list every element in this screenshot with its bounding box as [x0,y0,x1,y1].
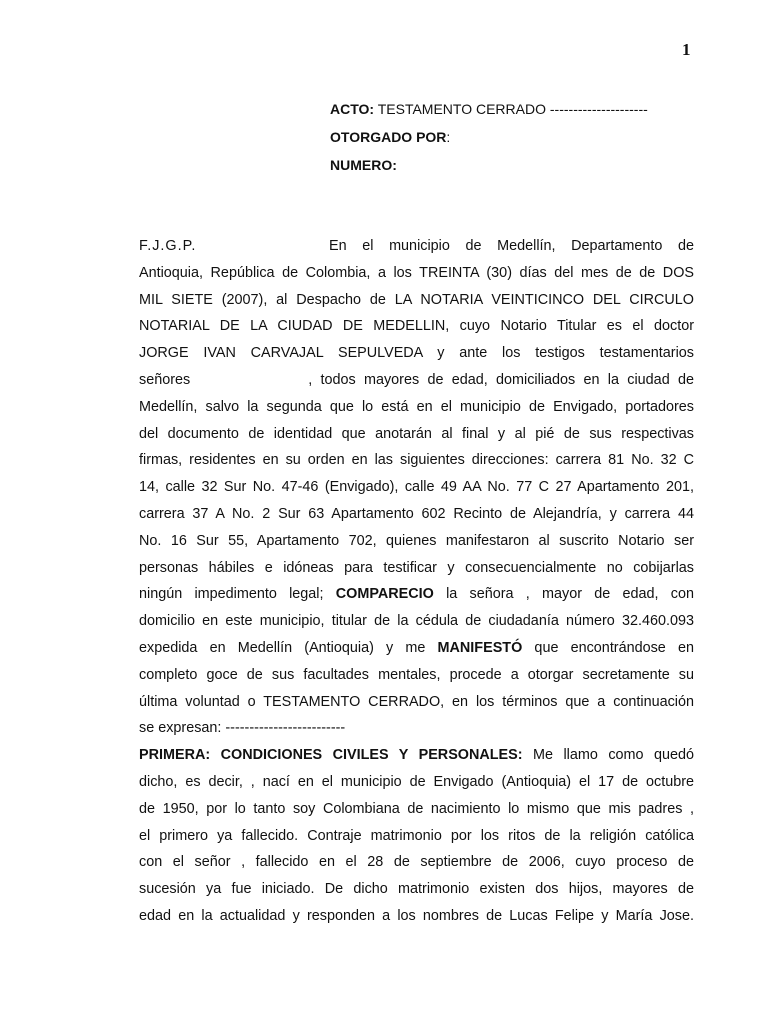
otorgado-colon: : [446,129,451,145]
body-line: última voluntad o TESTAMENTO CERRADO, en los términos que a continuación [139,693,694,710]
body-line-text: , todos mayores de edad, domiciliados en la ciudad de [308,371,694,388]
otorgado-label: OTORGADO POR [330,129,447,145]
numero-line [330,154,648,182]
comparecio-bold: COMPARECIO [335,586,434,603]
acto-value: TESTAMENTO CERRADO --------------------- [374,101,648,117]
body-line [139,635,694,662]
body-line-text: En el municipio de Medellín, Departamento de [329,238,694,254]
clause-primera-heading: PRIMERA: CONDICIONES CIVILES Y PERSONALES: [139,747,523,764]
page-number: 1 [682,40,691,59]
body-line: 14, calle 32 Sur No. 47-46 (Envigado), calle 49 AA No. 77 C 27 Apartamento 201, [139,479,694,496]
body-line: del documento de identidad que anotarán al final y al pié de sus respectivas [139,425,694,442]
body-line-text: ningún impedimento legal; [139,586,336,603]
body-line: completo goce de sus facultades mentales, procede a otorgar secretamente su [139,666,694,683]
manifesto-bold: MANIFESTÓ [437,639,523,656]
body-line-text: señores [139,371,191,388]
body-line: domicilio en este municipio, titular de la cédula de ciudadanía número 32.460.093 [139,613,694,630]
body-line [139,742,694,769]
body-line-text: expedida en Medellín (Antioquia) y me [139,639,438,656]
body-line-text: Me llamo como quedó [522,747,694,764]
body-line: NOTARIAL DE LA CIUDAD DE MEDELLIN, cuyo Notario Titular es el doctor [139,318,694,335]
body-line: MIL SIETE (2007), al Despacho de LA NOTARIA VEINTICINCO DEL CIRCULO [139,291,694,308]
body-line: Medellín, salvo la segunda que lo está en el municipio de Envigado, portadores [139,398,694,415]
body-line: JORGE IVAN CARVAJAL SEPULVEDA y ante los testigos testamentarios [139,345,694,362]
body-line-text: que encontrándose en [522,639,694,656]
body-line: carrera 37 A No. 2 Sur 63 Apartamento 602 Recinto de Alejandría, y carrera 44 [139,505,694,522]
body-line: de 1950, por lo tanto soy Colombiana de nacimiento lo mismo que mis padres , [139,800,694,817]
body-line: se expresan: ------------------------- [139,720,346,737]
body-line: personas hábiles e idóneas para testificar y consecuencialmente no cobijarlas [139,559,694,576]
initials: F.J.G.P. [139,238,197,254]
body-line: firmas, residentes en su orden en las siguientes direcciones: carrera 81 No. 32 C [139,452,694,469]
body-line: No. 16 Sur 55, Apartamento 702, quienes manifestaron al suscrito Notario ser [139,532,694,549]
body-line: con el señor , fallecido en el 28 de septiembre de 2006, cuyo proceso de [139,854,694,871]
body-line: sucesión ya fue iniciado. De dicho matrimonio existen dos hijos, mayores de [139,881,694,898]
body-line [139,367,694,394]
numero-label: NUMERO: [330,157,397,173]
body-line [139,581,694,608]
acto-line [330,98,648,126]
body-line: edad en la actualidad y responden a los nombres de Lucas Felipe y María Jose. [139,907,694,924]
document-body [139,233,694,930]
body-line: el primero ya fallecido. Contraje matrimonio por los ritos de la religión católica [139,827,694,844]
body-line [139,233,694,260]
document-header [330,98,648,182]
body-line: Antioquia, República de Colombia, a los TREINTA (30) días del mes de de DOS [139,264,694,281]
body-line: dicho, es decir, , nací en el municipio de Envigado (Antioquia) el 17 de octubre [139,773,694,790]
body-line-text: la señora , mayor de edad, con [433,586,695,603]
otorgado-line [330,126,648,154]
acto-label: ACTO: [330,101,375,117]
